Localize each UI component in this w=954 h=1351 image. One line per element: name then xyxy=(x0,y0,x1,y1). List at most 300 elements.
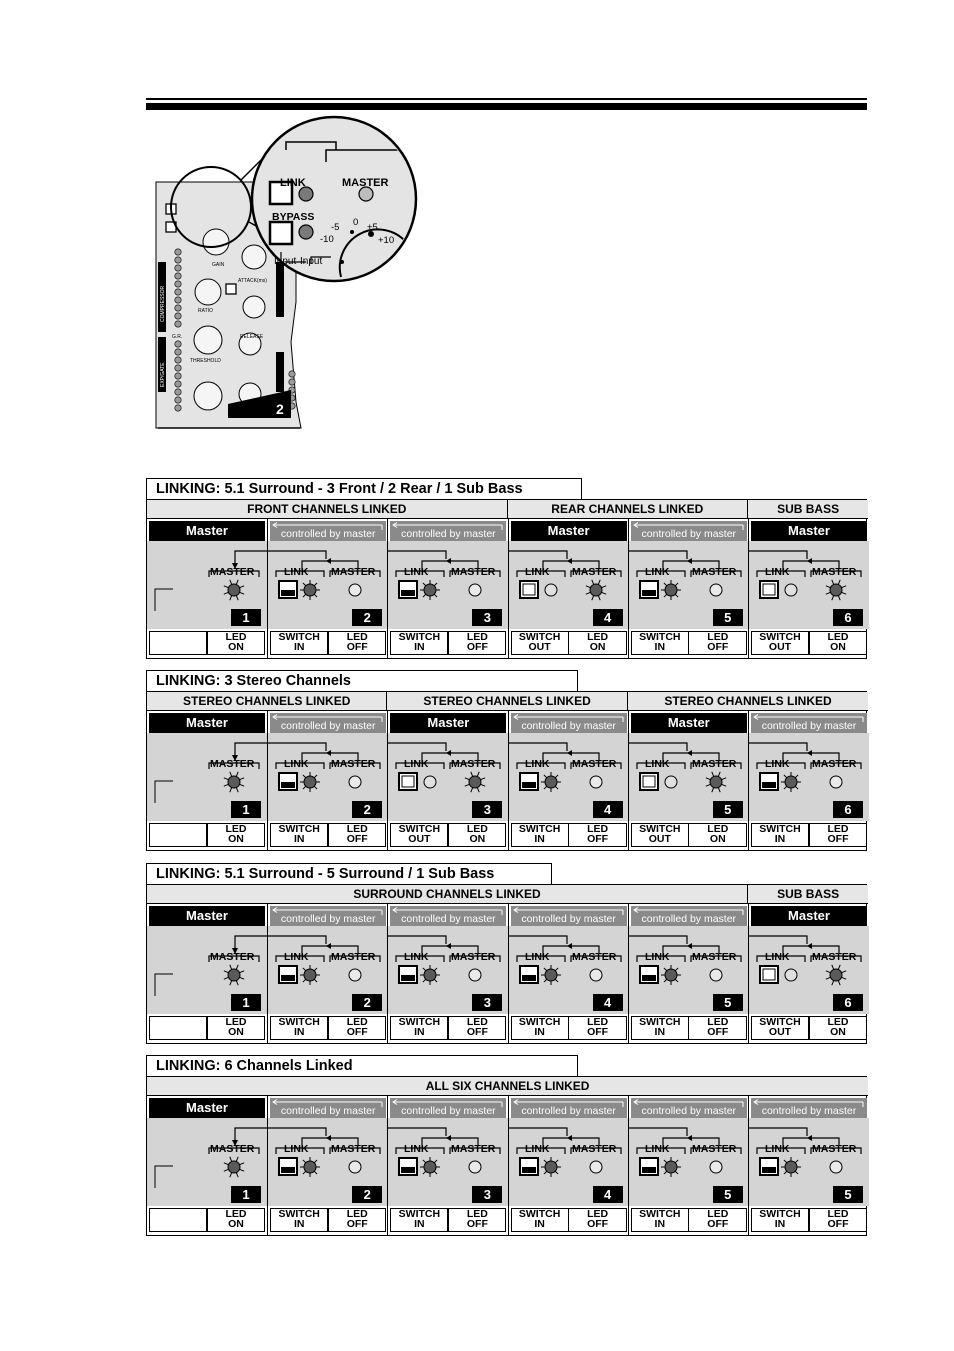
channel-cell xyxy=(267,1096,388,1235)
led-ray xyxy=(795,786,798,789)
led-ray xyxy=(236,1173,238,1178)
led-ray xyxy=(718,772,720,777)
led-ray xyxy=(481,778,486,780)
channel-status xyxy=(149,1208,265,1232)
switch-status-label: SWITCH IN xyxy=(278,823,320,845)
led-ray xyxy=(842,971,847,973)
led-ray xyxy=(832,965,834,970)
panel-knob-mark-1: -5 xyxy=(331,222,340,233)
channel-cell xyxy=(508,519,629,658)
channel-number: 1 xyxy=(231,801,261,818)
diagram-body xyxy=(146,691,867,851)
controlled-by-master-label: controlled by master xyxy=(641,528,737,540)
channel-status xyxy=(631,1208,747,1232)
link-label: LINK xyxy=(644,951,670,963)
arrow-head xyxy=(807,943,812,949)
master-led-icon xyxy=(349,1161,361,1173)
led-ray xyxy=(478,772,480,777)
led-status-label: LED ON xyxy=(466,823,488,845)
led-status-label: LED ON xyxy=(225,823,247,845)
led-ray xyxy=(598,580,600,585)
channel-control-art xyxy=(629,1118,749,1206)
arrow-head xyxy=(687,558,692,564)
link-label: LINK xyxy=(404,758,429,770)
led-ray xyxy=(423,583,426,586)
led-status-label: LED OFF xyxy=(346,631,368,653)
led-status-label: LED OFF xyxy=(466,631,488,653)
led-status-label: LED OFF xyxy=(587,823,609,845)
led-ray xyxy=(314,1160,317,1163)
link-led-icon xyxy=(785,1161,797,1173)
master-header: Master xyxy=(631,713,747,733)
controlled-by-master-label: controlled by master xyxy=(280,720,376,732)
panel-knob-mark-3: +5 xyxy=(367,222,378,233)
channel-control-art xyxy=(509,1118,629,1206)
controlled-header xyxy=(270,521,386,541)
master-header: Master xyxy=(149,713,265,733)
link-led-icon xyxy=(304,776,316,788)
led-ray xyxy=(675,1171,678,1174)
channel-control-art xyxy=(147,733,267,821)
switch-status-label: SWITCH IN xyxy=(278,1016,320,1038)
led-ray xyxy=(303,1171,306,1174)
link-label: LINK xyxy=(644,1143,670,1155)
channel-number: 2 xyxy=(352,994,382,1011)
led-status-label: LED ON xyxy=(225,1208,247,1230)
channel-status xyxy=(511,631,627,655)
switch-status-label: SWITCH IN xyxy=(759,823,801,845)
channel-status xyxy=(631,823,747,847)
led-ray xyxy=(784,1171,787,1174)
led-ray xyxy=(795,775,798,778)
channel-control-art xyxy=(268,926,388,1014)
link-label: LINK xyxy=(284,566,309,578)
channel-cell xyxy=(508,904,629,1043)
channel-status xyxy=(390,1016,506,1040)
channel-status xyxy=(511,1208,627,1232)
led-ray xyxy=(481,784,486,786)
led-ray xyxy=(224,586,229,588)
led-ray xyxy=(832,596,834,601)
channel-status xyxy=(511,1016,627,1040)
led-ray xyxy=(314,775,317,778)
led-ray xyxy=(303,786,306,789)
channel-number: 5 xyxy=(713,609,743,626)
link-in-line xyxy=(388,936,446,944)
channel-cell xyxy=(748,904,869,1043)
master-led-icon xyxy=(590,584,602,596)
master-label: MASTER xyxy=(691,758,737,770)
led-ray xyxy=(721,784,726,786)
master-led-icon xyxy=(228,969,240,981)
led-ray xyxy=(435,583,438,586)
led-status-label: LED ON xyxy=(225,1016,247,1038)
led-ray xyxy=(585,592,590,594)
led-ray xyxy=(314,583,317,586)
led-ray xyxy=(240,1169,245,1171)
led-ray xyxy=(842,592,847,594)
switch-status-label: SWITCH IN xyxy=(639,1016,681,1038)
led-ray xyxy=(240,1163,245,1165)
arrow-head xyxy=(567,1135,572,1141)
master-led-icon xyxy=(830,776,842,788)
channel-status xyxy=(751,1208,867,1232)
led-ray xyxy=(706,778,711,780)
master-led-icon xyxy=(830,969,842,981)
led-ray xyxy=(435,979,438,982)
controlled-by-master-label: controlled by master xyxy=(401,913,496,925)
led-ray xyxy=(423,1160,426,1163)
master-label: MASTER xyxy=(812,566,857,578)
link-led-icon xyxy=(424,1161,436,1173)
channel-control-art xyxy=(147,1118,267,1206)
led-ray xyxy=(585,586,590,588)
master-header: Master xyxy=(390,713,506,733)
link-line xyxy=(155,781,173,803)
led-ray xyxy=(314,979,317,982)
panel-label-ratio: RATIO xyxy=(198,308,213,314)
led-ray xyxy=(230,965,232,970)
arrow-head xyxy=(446,943,451,949)
led-ray xyxy=(423,1171,426,1174)
master-led-icon xyxy=(228,584,240,596)
master-led-icon xyxy=(349,584,361,596)
channel-control-art xyxy=(629,733,749,821)
panel-master-label: MASTER xyxy=(342,177,389,189)
link-in-line xyxy=(268,936,326,944)
led-ray xyxy=(465,778,470,780)
led-status-label: LED OFF xyxy=(707,1016,729,1038)
arrow-head xyxy=(326,558,331,564)
led-status-label: LED OFF xyxy=(707,1208,729,1230)
channel-cell xyxy=(387,904,508,1043)
led-ray xyxy=(240,977,245,979)
channel-cell xyxy=(147,904,267,1043)
channel-status xyxy=(631,1016,747,1040)
channel-number: 1 xyxy=(231,1186,261,1203)
led-ray xyxy=(675,979,678,982)
channel-number: 6 xyxy=(833,609,863,626)
channel-status xyxy=(751,823,867,847)
master-led-icon xyxy=(469,776,481,788)
channel-status xyxy=(390,1208,506,1232)
master-led-icon xyxy=(710,969,722,981)
controlled-header xyxy=(390,1098,506,1118)
master-led-icon xyxy=(469,969,481,981)
controlled-header xyxy=(511,1098,627,1118)
master-label: MASTER xyxy=(331,1143,376,1155)
link-in-line xyxy=(509,551,567,559)
switch-status-label: SWITCH OUT xyxy=(759,631,801,653)
led-ray xyxy=(236,788,238,793)
master-header: Master xyxy=(149,906,265,926)
link-in-line xyxy=(388,743,446,751)
channel-cell xyxy=(748,519,869,658)
master-label: MASTER xyxy=(210,951,255,963)
switch-pressed-mark xyxy=(281,782,295,788)
led-ray xyxy=(240,778,245,780)
led-ray xyxy=(314,594,317,597)
switch-pressed-mark xyxy=(401,1167,415,1173)
switch-status-label: SWITCH IN xyxy=(639,631,681,653)
channel-cell xyxy=(147,519,267,658)
channel-number: 1 xyxy=(231,994,261,1011)
master-label: MASTER xyxy=(812,758,857,770)
master-label: MASTER xyxy=(571,758,616,770)
channel-cell xyxy=(267,711,388,850)
channel-control-art xyxy=(268,733,388,821)
link-in-line xyxy=(388,1128,446,1136)
led-ray xyxy=(230,772,232,777)
led-ray xyxy=(303,594,306,597)
diagram-title: LINKING: 3 Stereo Channels xyxy=(146,670,578,691)
channel-cell xyxy=(628,904,749,1043)
link-led-icon xyxy=(545,584,557,596)
switch-pressed-mark xyxy=(281,1167,295,1173)
switch-status-label: SWITCH IN xyxy=(278,631,320,653)
link-led-icon xyxy=(424,584,436,596)
group-header: SURROUND CHANNELS LINKED xyxy=(147,885,748,904)
switch-status-label: SWITCH IN xyxy=(398,1016,441,1038)
group-header: SUB BASS xyxy=(748,500,868,519)
front-panel-illustration xyxy=(146,112,436,432)
led-ray xyxy=(230,1157,232,1162)
led-ray xyxy=(465,784,470,786)
controlled-header xyxy=(390,521,506,541)
led-ray xyxy=(303,775,306,778)
switch-status-label: SWITCH IN xyxy=(759,1208,801,1230)
link-in-line xyxy=(749,936,807,944)
led-ray xyxy=(664,1171,667,1174)
channel-number: 2 xyxy=(352,609,382,626)
link-led-icon xyxy=(424,969,436,981)
channel-number: 1 xyxy=(231,609,261,626)
master-led-icon xyxy=(710,584,722,596)
led-ray xyxy=(591,596,593,601)
panel-label-attack: ATTACK(ms) xyxy=(238,278,267,284)
led-ray xyxy=(314,968,317,971)
link-line xyxy=(155,589,173,611)
switch-status-label: SWITCH IN xyxy=(518,823,561,845)
master-label: MASTER xyxy=(331,951,376,963)
link-label: LINK xyxy=(524,951,550,963)
diagram-title: LINKING: 5.1 Surround - 3 Front / 2 Rear / 1 Sub Bass xyxy=(146,478,582,499)
diagram-body xyxy=(146,499,867,659)
controlled-by-master-label: controlled by master xyxy=(521,913,616,925)
switch-pressed-mark xyxy=(281,975,295,981)
arrow-head xyxy=(567,558,572,564)
channel-control-art xyxy=(509,926,629,1014)
link-label: LINK xyxy=(404,566,429,578)
controlled-by-master-label: controlled by master xyxy=(401,528,496,540)
channel-number: 4 xyxy=(593,609,623,626)
channel-control-art xyxy=(509,733,629,821)
master-label: MASTER xyxy=(451,951,496,963)
led-ray xyxy=(230,596,232,601)
linking-diagram xyxy=(146,670,867,852)
link-led-icon xyxy=(665,1161,677,1173)
channel-number: 4 xyxy=(593,801,623,818)
led-ray xyxy=(826,586,831,588)
led-ray xyxy=(230,1173,232,1178)
master-label: MASTER xyxy=(571,1143,616,1155)
diagram-body xyxy=(146,884,867,1044)
led-status-label: LED OFF xyxy=(827,1208,849,1230)
led-ray xyxy=(224,971,229,973)
panel-input-label-1: Input xyxy=(274,256,297,267)
switch-pressed-mark xyxy=(762,782,776,788)
led-ray xyxy=(303,1160,306,1163)
link-label: LINK xyxy=(765,566,790,578)
master-label: MASTER xyxy=(451,1143,496,1155)
panel-link-label: LINK xyxy=(280,177,306,189)
master-led-icon xyxy=(590,1161,602,1173)
link-led-icon xyxy=(785,776,797,788)
link-led-icon xyxy=(304,1161,316,1173)
group-header: STEREO CHANNELS LINKED xyxy=(387,692,627,711)
led-ray xyxy=(664,594,667,597)
link-label: LINK xyxy=(765,758,790,770)
linking-diagram xyxy=(146,1055,867,1237)
master-label: MASTER xyxy=(331,758,376,770)
channel-cell xyxy=(387,1096,508,1235)
channel-number: 4 xyxy=(593,1186,623,1203)
panel-label-gr: G.R. xyxy=(172,334,183,340)
led-ray xyxy=(224,778,229,780)
link-in-line xyxy=(268,743,326,751)
link-in-line xyxy=(268,551,326,559)
led-ray xyxy=(236,772,238,777)
led-ray xyxy=(601,586,606,588)
channel-cell xyxy=(387,519,508,658)
master-label: MASTER xyxy=(571,566,616,578)
led-ray xyxy=(314,786,317,789)
led-ray xyxy=(598,596,600,601)
led-ray xyxy=(721,778,726,780)
switch-status-label: SWITCH IN xyxy=(398,631,441,653)
channel-status xyxy=(270,1208,386,1232)
arrow-head xyxy=(567,750,572,756)
led-ray xyxy=(544,979,547,982)
led-ray xyxy=(826,971,831,973)
channel-cell xyxy=(628,519,749,658)
arrow-head xyxy=(567,943,572,949)
led-ray xyxy=(675,594,678,597)
led-status-label: LED ON xyxy=(827,631,849,653)
channel-control-art xyxy=(147,926,267,1014)
master-led-icon xyxy=(469,1161,481,1173)
switch-status-label: SWITCH IN xyxy=(398,1208,441,1230)
channel-control-art xyxy=(629,541,749,629)
master-label: MASTER xyxy=(571,951,616,963)
led-ray xyxy=(555,775,558,778)
switch-pressed-mark xyxy=(642,590,656,596)
master-header: Master xyxy=(149,1098,265,1118)
master-label: MASTER xyxy=(331,566,376,578)
arrow-head xyxy=(687,750,692,756)
led-ray xyxy=(842,586,847,588)
channel-control-art xyxy=(749,1118,869,1206)
arrow-head xyxy=(687,1135,692,1141)
led-ray xyxy=(224,977,229,979)
channel-number: 4 xyxy=(593,994,623,1011)
led-ray xyxy=(664,979,667,982)
master-header: Master xyxy=(751,521,867,541)
channel-status xyxy=(149,823,265,847)
led-ray xyxy=(838,596,840,601)
led-ray xyxy=(435,968,438,971)
master-label: MASTER xyxy=(691,951,737,963)
led-status-label: LED OFF xyxy=(346,1016,368,1038)
arrow-head xyxy=(807,1135,812,1141)
channel-cell xyxy=(628,1096,749,1235)
led-ray xyxy=(303,583,306,586)
led-ray xyxy=(664,1160,667,1163)
channel-control-art xyxy=(388,733,508,821)
arrow-head xyxy=(326,750,331,756)
link-label: LINK xyxy=(284,1143,309,1155)
master-led-icon xyxy=(830,1161,842,1173)
channel-cell xyxy=(508,1096,629,1235)
led-ray xyxy=(591,580,593,585)
link-label: LINK xyxy=(404,1143,429,1155)
led-ray xyxy=(712,772,714,777)
switch-pressed-mark xyxy=(642,1167,656,1173)
link-label: LINK xyxy=(524,566,550,578)
channel-status xyxy=(390,631,506,655)
arrow-head xyxy=(446,1135,451,1141)
led-status-label: LED OFF xyxy=(466,1208,488,1230)
controlled-header xyxy=(511,713,627,733)
link-in-line xyxy=(629,743,687,751)
master-led-icon xyxy=(830,584,842,596)
led-ray xyxy=(435,1160,438,1163)
header-rule-thick xyxy=(146,103,867,110)
channel-control-art xyxy=(268,1118,388,1206)
switch-status-label: SWITCH IN xyxy=(518,1208,561,1230)
controlled-header xyxy=(511,906,627,926)
master-label: MASTER xyxy=(812,951,857,963)
led-ray xyxy=(838,580,840,585)
arrow-head xyxy=(446,750,451,756)
channel-cell xyxy=(147,711,267,850)
controlled-by-master-label: controlled by master xyxy=(761,1105,857,1117)
link-in-line xyxy=(268,1128,326,1136)
controlled-header xyxy=(270,906,386,926)
led-ray xyxy=(555,979,558,982)
arrow-head xyxy=(807,558,812,564)
led-ray xyxy=(314,1171,317,1174)
arrow-head xyxy=(446,558,451,564)
controlled-by-master-label: controlled by master xyxy=(521,1105,616,1117)
led-ray xyxy=(224,1169,229,1171)
channel-control-art xyxy=(388,541,508,629)
link-in-line xyxy=(388,551,446,559)
link-in-line xyxy=(629,1128,687,1136)
led-ray xyxy=(795,1160,798,1163)
led-ray xyxy=(675,968,678,971)
channel-control-art xyxy=(268,541,388,629)
led-ray xyxy=(230,580,232,585)
channel-control-art xyxy=(749,926,869,1014)
controlled-header xyxy=(751,713,867,733)
led-ray xyxy=(832,981,834,986)
led-status-label: LED OFF xyxy=(587,1016,609,1038)
master-header: Master xyxy=(511,521,627,541)
led-ray xyxy=(712,788,714,793)
link-in-line xyxy=(629,936,687,944)
led-ray xyxy=(303,979,306,982)
